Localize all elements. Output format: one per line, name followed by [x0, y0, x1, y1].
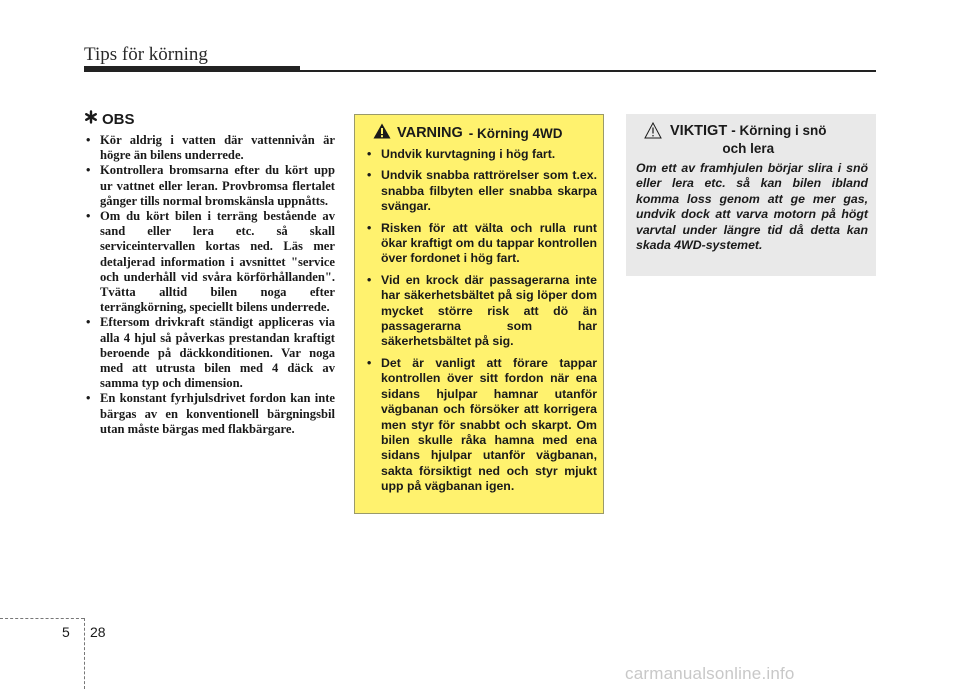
header-rule-thin [300, 70, 876, 72]
warning-label: VARNING [397, 125, 463, 141]
obs-heading-label: OBS [102, 110, 135, 128]
header-rule-thick [84, 66, 300, 72]
obs-list [84, 133, 335, 437]
warning-item: • Vid en krock där passagerarna inte har säkerhetsbältet på sig löper dom mycket större risk att dö än passagerarna som har säkerhetsbältet på sig. [365, 273, 597, 350]
caution-triangle-icon [644, 122, 662, 143]
asterisk-icon [84, 110, 98, 128]
warning-box [354, 114, 604, 514]
important-box [626, 114, 876, 276]
footer-guide-vertical [84, 618, 85, 689]
obs-heading [84, 110, 335, 128]
warning-item: • Risken för att välta och rulla runt ökar kraftigt om du tappar kontrollen över fordonet i hög fart. [365, 221, 597, 267]
warning-list [365, 147, 597, 495]
warning-triangle-icon [373, 123, 391, 143]
important-subtitle-line1: - Körning i snö [731, 123, 827, 138]
important-title [636, 122, 868, 157]
obs-item: • Kontrollera bromsarna efter du kört upp ur vattnet eller leran. Provbromsa flertalet gånger tills normal bromskänsla uppnåtts. [84, 163, 335, 209]
warning-item: • Det är vanligt att förare tappar kontrollen över sitt fordon när ena sidans hjulpar hamnar utanför vägbanan och försöker att korrigera men styr för snabbt och skarpt. Om bilen skulle råka hamna med ena sidans hjulpar utanför vägbanan, sakta försiktigt ned och styr mjukt upp på vägbanan igen. [365, 356, 597, 495]
obs-section [84, 110, 335, 437]
chapter-number: 5 [62, 624, 70, 640]
important-body: Om ett av framhjulen börjar slira i snö eller lera etc. så kan bilen ibland komma loss genom att ge mer gas, undvik dock att varva motorn på högt varvtal under längre tid då detta kan skada 4WD-systemet. [636, 161, 868, 253]
important-subtitle-line2: och lera [722, 141, 775, 156]
warning-item: • Undvik snabba rattrörelser som t.ex. snabba filbyten eller snabba skarpa svängar. [365, 168, 597, 214]
warning-item: • Undvik kurvtagning i hög fart. [365, 147, 597, 162]
obs-item: • En konstant fyrhjulsdrivet fordon kan inte bärgas av en konventionell bärgningsbil utan måste bärgas med flakbärgare. [84, 391, 335, 437]
important-label: VIKTIGT [670, 123, 728, 139]
obs-item: • Eftersom drivkraft ständigt appliceras via alla 4 hjul så påverkas prestandan kraftigt beroende på däckkonditionen. Var noga med att utrusta bilen med 4 däck av samma typ och dimension. [84, 315, 335, 391]
warning-title [365, 123, 597, 143]
warning-subtitle: - Körning 4WD [468, 125, 563, 141]
obs-item: • Kör aldrig i vatten där vattennivån är högre än bilens underrede. [84, 133, 335, 163]
page-header-title: Tips för körning [84, 44, 208, 65]
obs-item: • Om du kört bilen i terräng bestående av sand eller lera etc. så skall serviceintervallen kortas ned. Läs mer detaljerad information i avsnittet "service och underhåll vid svåra körförhållanden". Tvätta alltid bilen noga efter terrängkörning, speciellt bilens underrede. [84, 209, 335, 315]
page-number: 28 [90, 624, 106, 640]
watermark: carmanualsonline.info [625, 664, 795, 683]
footer-guide-horizontal [0, 618, 84, 619]
